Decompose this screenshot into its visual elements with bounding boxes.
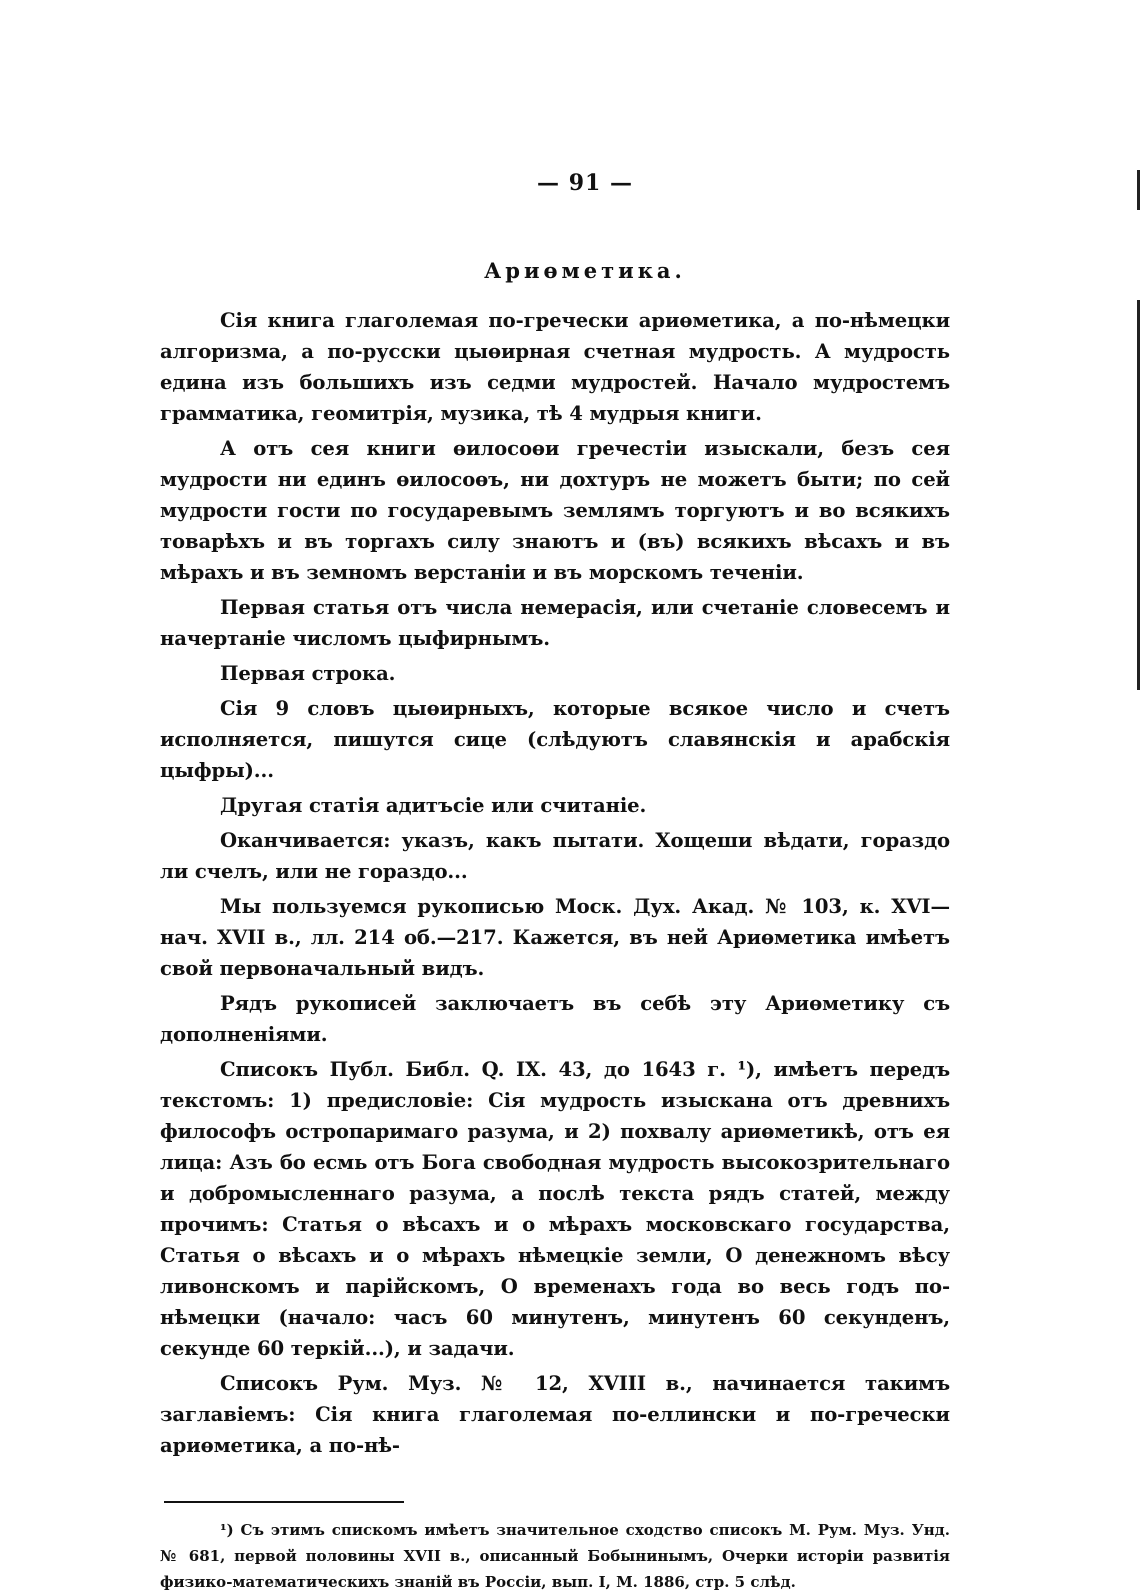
paragraph: Оканчивается: указъ, какъ пытати. Хощеши вѣдати, гораздо ли счелъ, или не гораздо... — [160, 829, 950, 883]
paragraph: Другая статія адитъсіе или считаніе. — [220, 794, 647, 817]
paragraph: Первая строка. — [220, 662, 396, 685]
body-text — [160, 305, 950, 1461]
paragraph: Сія 9 словъ цыөирныхъ, которые всякое число и счетъ исполняется, пишутся сице (слѣдуютъ славянскія и арабскія цыфры)... — [160, 697, 950, 782]
paragraph: А отъ сея книги өилосоөи гречестіи изыскали, безъ сея мудрости ни единъ өилосоөъ, ни дохтуръ не можетъ быти; по сей мудрости гости по государевымъ землямъ торгуютъ и во всякихъ товарѣхъ и въ торгахъ силу знаютъ и (въ) всякихъ вѣсахъ и въ мѣрахъ и въ земномъ верстаніи и въ морскомъ теченіи. — [160, 437, 950, 584]
footnote-divider — [164, 1501, 404, 1503]
section-heading: Ариөметика. — [484, 258, 686, 283]
paragraph: Сія книга глаголемая по-гречески ариөметика, а по-нѣмецки алгоризма, а по-русски цыөирная счетная мудрость. А мудрость едина изъ большихъ изъ седми мудростей. Начало мудростемъ грамматика, геомитрія, музика, тѣ 4 мудрыя книги. — [160, 309, 950, 425]
paragraph: Списокъ Рум. Муз. № 12, XVIII в., начинается такимъ заглавіемъ: Сія книга глаголемая по-еллински и по-гречески ариөметика, а по-нѣ- — [160, 1372, 950, 1457]
paragraph: Списокъ Публ. Библ. Q. IX. 43, до 1643 г. ¹), имѣетъ передъ текстомъ: 1) предисловіе: Сія мудрость изыскана отъ древнихъ философъ остропаримаго разума, и 2) похвалу ариөметикѣ, отъ ея лица: Азъ бо есмь отъ Бога свободная мудрость высокозрительнаго и добромысленнаго разума, а послѣ текста рядъ статей, между прочимъ: Статья о вѣсахъ и о мѣрахъ московскаго государства, Статья о вѣсахъ и о мѣрахъ нѣмецкіе земли, О денежномъ вѣсу ливонскомъ и парійскомъ, О временахъ года во весь годъ по-нѣмецки (начало: часъ 60 минутенъ, минутенъ 60 секунденъ, секунде 60 теркій...), и задачи. — [160, 1058, 950, 1360]
paragraph: Первая статья отъ числа немерасія, или счетаніе словесемъ и начертаніе числомъ цыфирнымъ. — [160, 596, 950, 650]
footnote: ¹) Съ этимъ спискомъ имѣетъ значительное сходство списокъ М. Рум. Муз. Унд. № 681, первой половины XVII в., описанный Бобынинымъ, Очерки исторіи развитія физико-математическихъ знаній въ Россіи, вып. I, М. 1886, стр. 5 слѣд. — [160, 1521, 950, 1591]
paragraph: Мы пользуемся рукописью Моск. Дух. Акад. № 103, к. XVI—нач. XVII в., лл. 214 об.—217. Кажется, въ ней Ариөметика имѣетъ свой первоначальный видъ. — [160, 895, 950, 980]
page-number: — 91 — — [537, 170, 633, 196]
paragraph: Рядъ рукописей заключаетъ въ себѣ эту Ариөметику съ дополненіями. — [160, 992, 950, 1046]
book-page — [160, 170, 950, 1595]
